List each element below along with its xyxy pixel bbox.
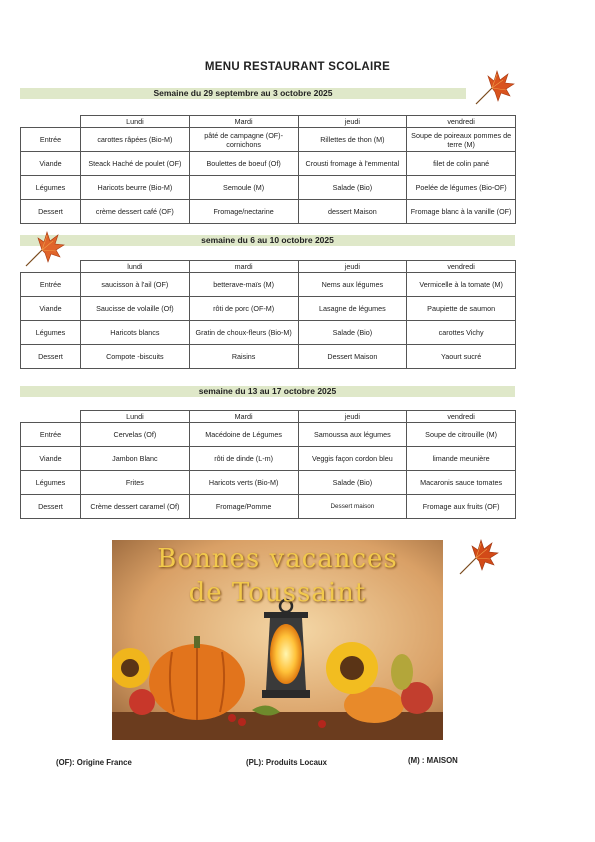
menu-cell: betterave-maïs (M) (189, 273, 298, 297)
menu-cell: filet de colin pané (407, 152, 516, 176)
menu-cell: Saucisse de volaille (Of) (81, 297, 190, 321)
menu-cell: Poelée de légumes (Bio-OF) (407, 176, 516, 200)
row-category: Viande (21, 152, 81, 176)
menu-cell: Gratin de choux-fleurs (Bio-M) (189, 321, 298, 345)
table-row (21, 471, 516, 495)
legend-maison: (M) : MAISON (408, 756, 458, 765)
menu-cell: crème dessert café (OF) (81, 200, 190, 224)
menu-cell: Haricots blancs (81, 321, 190, 345)
menu-cell: Paupiette de saumon (407, 297, 516, 321)
row-category: Dessert (21, 200, 81, 224)
week-1-table (20, 115, 516, 224)
row-category: Dessert (21, 495, 81, 519)
legend-produits-locaux: (PL): Produits Locaux (246, 758, 328, 767)
vacation-banner-image (112, 540, 443, 740)
day-header: Mardi (189, 116, 298, 128)
menu-cell: Macédoine de Légumes (189, 423, 298, 447)
autumn-leaf-icon (22, 228, 68, 268)
menu-cell: Salade (Bio) (298, 471, 407, 495)
row-category: Viande (21, 297, 81, 321)
menu-cell: Yaourt sucré (407, 345, 516, 369)
menu-cell: Raisins (189, 345, 298, 369)
week-1-band: Semaine du 29 septembre au 3 octobre 2025 (20, 88, 466, 99)
menu-cell: Fromage/nectarine (189, 200, 298, 224)
table-row (21, 273, 516, 297)
table-header-row (21, 261, 516, 273)
week-2-table (20, 260, 516, 369)
table-row (21, 128, 516, 152)
table-row (21, 495, 516, 519)
menu-cell: Salade (Bio) (298, 321, 407, 345)
menu-cell: Semoule (M) (189, 176, 298, 200)
vacation-banner-line1: Bonnes vacances (157, 544, 398, 574)
day-header: vendredi (407, 116, 516, 128)
table-row (21, 423, 516, 447)
menu-cell: limande meunière (407, 447, 516, 471)
table-row (21, 176, 516, 200)
table-row (21, 297, 516, 321)
menu-cell: dessert Maison (298, 200, 407, 224)
vacation-banner-line2: de Toussaint (188, 578, 367, 608)
table-row (21, 447, 516, 471)
menu-cell: Crème dessert caramel (Of) (81, 495, 190, 519)
row-category: Légumes (21, 176, 81, 200)
menu-cell: Soupe de poireaux pommes de terre (M) (407, 128, 516, 152)
menu-cell: Lasagne de légumes (298, 297, 407, 321)
menu-cell: Fromage blanc à la vanille (OF) (407, 200, 516, 224)
table-row (21, 200, 516, 224)
table-row (21, 152, 516, 176)
legend-origine-france: (OF): Origine France (56, 758, 132, 767)
day-header: jeudi (298, 411, 407, 423)
row-category: Dessert (21, 345, 81, 369)
row-category: Entrée (21, 423, 81, 447)
menu-cell: carottes râpées (Bio-M) (81, 128, 190, 152)
page-title: MENU RESTAURANT SCOLAIRE (204, 61, 391, 73)
menu-cell: rôti de porc (OF-M) (189, 297, 298, 321)
menu-cell: Dessert maison (298, 495, 407, 519)
day-header: vendredi (407, 411, 516, 423)
menu-cell: Macaronis sauce tomates (407, 471, 516, 495)
table-header-row (21, 116, 516, 128)
table-header-row (21, 411, 516, 423)
week-2-band: semaine du 6 au 10 octobre 2025 (20, 235, 515, 246)
table-row (21, 345, 516, 369)
row-category: Légumes (21, 321, 81, 345)
day-header: Mardi (189, 411, 298, 423)
menu-cell: Boulettes de boeuf (Of) (189, 152, 298, 176)
week-3-band: semaine du 13 au 17 octobre 2025 (20, 386, 515, 397)
autumn-leaf-icon (470, 68, 516, 108)
menu-cell: Crousti fromage à l'emmental (298, 152, 407, 176)
menu-cell: Samoussa aux légumes (298, 423, 407, 447)
menu-cell: Dessert Maison (298, 345, 407, 369)
menu-cell: Nems aux légumes (298, 273, 407, 297)
menu-cell: rôti de dinde (L-m) (189, 447, 298, 471)
row-category: Viande (21, 447, 81, 471)
menu-cell: Salade (Bio) (298, 176, 407, 200)
menu-cell: Compote -biscuits (81, 345, 190, 369)
menu-cell: Jambon Blanc (81, 447, 190, 471)
header-corner (21, 411, 81, 423)
menu-cell: saucisson à l'ail (OF) (81, 273, 190, 297)
menu-cell: Cervelas (Of) (81, 423, 190, 447)
menu-cell: Frites (81, 471, 190, 495)
menu-cell: Fromage aux fruits (OF) (407, 495, 516, 519)
menu-cell: Veggis façon cordon bleu (298, 447, 407, 471)
day-header: Lundi (81, 411, 190, 423)
menu-cell: Rillettes de thon (M) (298, 128, 407, 152)
menu-cell: Vermicelle à la tomate (M) (407, 273, 516, 297)
menu-cell: Steack Haché de poulet (OF) (81, 152, 190, 176)
menu-cell: carottes Vichy (407, 321, 516, 345)
menu-cell: Haricots beurre (Bio-M) (81, 176, 190, 200)
menu-cell: Soupe de citrouille (M) (407, 423, 516, 447)
week-3-table (20, 410, 516, 519)
autumn-leaf-icon (456, 536, 502, 576)
row-category: Entrée (21, 128, 81, 152)
day-header: jeudi (298, 116, 407, 128)
menu-cell: Fromage/Pomme (189, 495, 298, 519)
day-header: mardi (189, 261, 298, 273)
header-corner (21, 116, 81, 128)
menu-cell: pâté de campagne (OF)-cornichons (189, 128, 298, 152)
day-header: jeudi (298, 261, 407, 273)
table-row (21, 321, 516, 345)
day-header: vendredi (407, 261, 516, 273)
menu-cell: Haricots verts (Bio-M) (189, 471, 298, 495)
day-header: lundi (81, 261, 190, 273)
row-category: Entrée (21, 273, 81, 297)
row-category: Légumes (21, 471, 81, 495)
day-header: Lundi (81, 116, 190, 128)
